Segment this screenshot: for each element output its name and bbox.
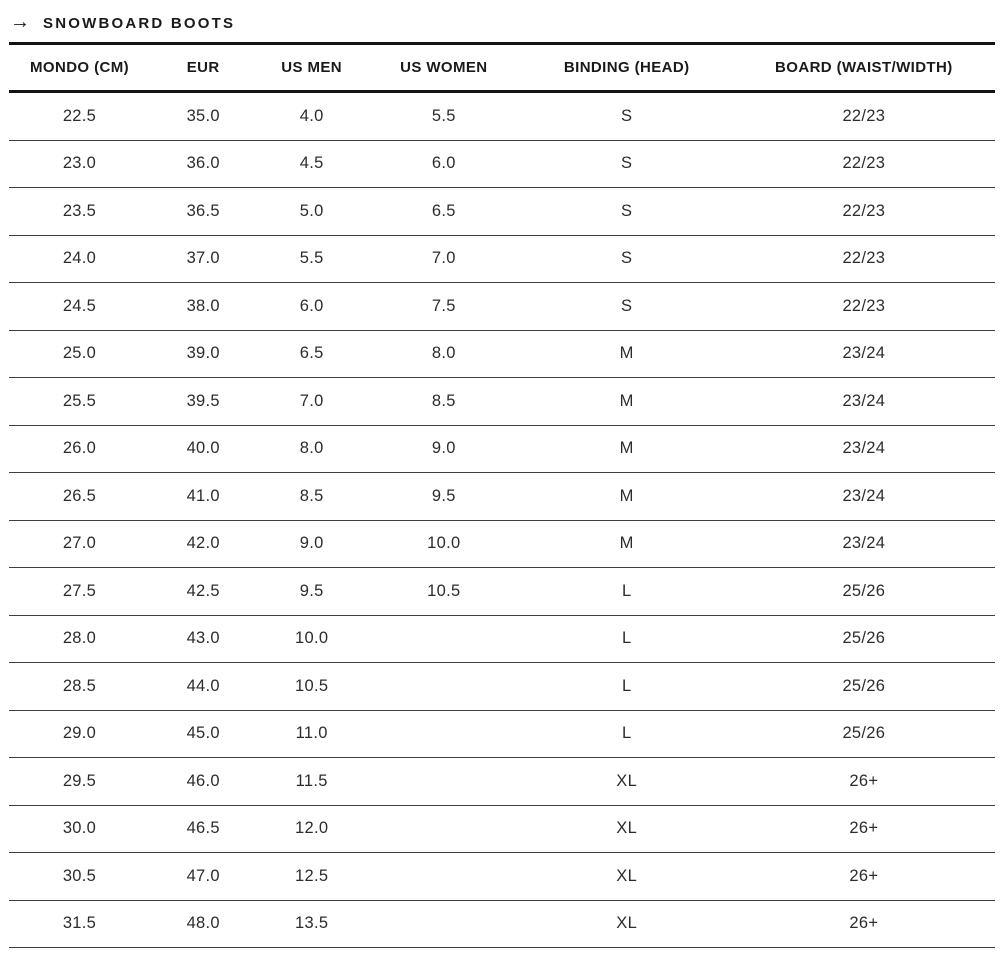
table-cell: 10.5 bbox=[367, 568, 521, 616]
table-row bbox=[9, 473, 995, 521]
column-header-us-women: US WOMEN bbox=[367, 44, 521, 92]
table-cell: 39.0 bbox=[150, 330, 256, 378]
table-cell: L bbox=[521, 615, 733, 663]
table-cell: 31.5 bbox=[9, 900, 150, 948]
table-cell: 48.0 bbox=[150, 900, 256, 948]
table-cell: 35.0 bbox=[150, 92, 256, 141]
table-cell: M bbox=[521, 473, 733, 521]
arrow-right-icon: → bbox=[10, 11, 30, 33]
table-cell bbox=[367, 710, 521, 758]
table-cell: 30.5 bbox=[9, 853, 150, 901]
table-cell: 42.5 bbox=[150, 568, 256, 616]
table-cell: 40.0 bbox=[150, 425, 256, 473]
table-cell bbox=[367, 853, 521, 901]
table-cell: 23/24 bbox=[733, 520, 995, 568]
table-cell: XL bbox=[521, 805, 733, 853]
table-cell: 38.0 bbox=[150, 283, 256, 331]
table-row bbox=[9, 283, 995, 331]
table-cell: 30.0 bbox=[9, 805, 150, 853]
table-cell: 46.0 bbox=[150, 758, 256, 806]
table-cell: 5.0 bbox=[256, 188, 366, 236]
size-table-body bbox=[9, 92, 995, 948]
table-cell: 28.5 bbox=[9, 663, 150, 711]
table-row bbox=[9, 758, 995, 806]
table-cell: 26+ bbox=[733, 805, 995, 853]
table-cell: 25.5 bbox=[9, 378, 150, 426]
table-row bbox=[9, 710, 995, 758]
table-cell: 29.0 bbox=[9, 710, 150, 758]
table-cell: 26.0 bbox=[9, 425, 150, 473]
table-row bbox=[9, 663, 995, 711]
table-cell: S bbox=[521, 283, 733, 331]
table-cell: 23/24 bbox=[733, 330, 995, 378]
table-cell: XL bbox=[521, 853, 733, 901]
table-cell: 23/24 bbox=[733, 378, 995, 426]
table-cell: L bbox=[521, 568, 733, 616]
table-cell: 8.5 bbox=[367, 378, 521, 426]
table-cell: 10.0 bbox=[367, 520, 521, 568]
table-cell: 45.0 bbox=[150, 710, 256, 758]
table-cell: 26+ bbox=[733, 758, 995, 806]
table-cell: 8.0 bbox=[256, 425, 366, 473]
table-row bbox=[9, 235, 995, 283]
table-cell: XL bbox=[521, 900, 733, 948]
table-cell: 6.0 bbox=[367, 140, 521, 188]
table-row bbox=[9, 615, 995, 663]
table-cell bbox=[367, 900, 521, 948]
table-cell bbox=[367, 805, 521, 853]
table-cell: 12.5 bbox=[256, 853, 366, 901]
table-cell: 24.5 bbox=[9, 283, 150, 331]
table-cell: 9.0 bbox=[367, 425, 521, 473]
table-cell: 5.5 bbox=[256, 235, 366, 283]
table-cell: 29.5 bbox=[9, 758, 150, 806]
table-cell bbox=[367, 758, 521, 806]
table-cell: 42.0 bbox=[150, 520, 256, 568]
table-cell: 5.5 bbox=[367, 92, 521, 141]
table-cell: 10.5 bbox=[256, 663, 366, 711]
table-cell: M bbox=[521, 425, 733, 473]
table-row bbox=[9, 568, 995, 616]
table-cell: 7.0 bbox=[256, 378, 366, 426]
table-cell: 26.5 bbox=[9, 473, 150, 521]
table-cell: 9.5 bbox=[367, 473, 521, 521]
table-cell: 26+ bbox=[733, 900, 995, 948]
table-cell: 44.0 bbox=[150, 663, 256, 711]
table-row bbox=[9, 805, 995, 853]
table-cell: 13.5 bbox=[256, 900, 366, 948]
table-cell: 11.0 bbox=[256, 710, 366, 758]
table-row bbox=[9, 92, 995, 141]
table-cell: 22.5 bbox=[9, 92, 150, 141]
table-row bbox=[9, 520, 995, 568]
table-cell: 23/24 bbox=[733, 425, 995, 473]
table-cell: S bbox=[521, 92, 733, 141]
table-cell: M bbox=[521, 520, 733, 568]
table-cell: S bbox=[521, 235, 733, 283]
table-cell: 37.0 bbox=[150, 235, 256, 283]
table-cell: 6.5 bbox=[367, 188, 521, 236]
table-cell: 4.5 bbox=[256, 140, 366, 188]
table-cell: 25/26 bbox=[733, 615, 995, 663]
table-cell: 47.0 bbox=[150, 853, 256, 901]
table-cell: M bbox=[521, 330, 733, 378]
table-row bbox=[9, 188, 995, 236]
table-cell: 27.5 bbox=[9, 568, 150, 616]
table-cell: L bbox=[521, 710, 733, 758]
table-cell: 25.0 bbox=[9, 330, 150, 378]
table-cell: 23.0 bbox=[9, 140, 150, 188]
table-row bbox=[9, 853, 995, 901]
table-cell: 23/24 bbox=[733, 473, 995, 521]
section-title bbox=[0, 0, 1000, 42]
table-cell: 6.0 bbox=[256, 283, 366, 331]
table-cell: 36.5 bbox=[150, 188, 256, 236]
table-cell: S bbox=[521, 140, 733, 188]
table-cell: 9.5 bbox=[256, 568, 366, 616]
table-cell bbox=[367, 663, 521, 711]
table-cell bbox=[367, 615, 521, 663]
table-cell: 41.0 bbox=[150, 473, 256, 521]
table-cell: 23.5 bbox=[9, 188, 150, 236]
size-table bbox=[9, 42, 995, 948]
table-cell: 26+ bbox=[733, 853, 995, 901]
table-cell: 25/26 bbox=[733, 710, 995, 758]
table-cell: 24.0 bbox=[9, 235, 150, 283]
table-cell: 4.0 bbox=[256, 92, 366, 141]
table-cell: 9.0 bbox=[256, 520, 366, 568]
table-cell: 22/23 bbox=[733, 235, 995, 283]
page-title: SNOWBOARD BOOTS bbox=[43, 14, 236, 32]
table-cell: 36.0 bbox=[150, 140, 256, 188]
size-table-header bbox=[9, 44, 995, 92]
table-cell: 25/26 bbox=[733, 568, 995, 616]
table-row bbox=[9, 425, 995, 473]
table-cell: 25/26 bbox=[733, 663, 995, 711]
table-cell: 27.0 bbox=[9, 520, 150, 568]
column-header-binding-head: BINDING (HEAD) bbox=[521, 44, 733, 92]
table-row bbox=[9, 378, 995, 426]
table-cell: 8.0 bbox=[367, 330, 521, 378]
table-row bbox=[9, 900, 995, 948]
table-cell: 39.5 bbox=[150, 378, 256, 426]
column-header-mondo-cm: MONDO (CM) bbox=[9, 44, 150, 92]
table-cell: 6.5 bbox=[256, 330, 366, 378]
table-row bbox=[9, 140, 995, 188]
table-cell: 43.0 bbox=[150, 615, 256, 663]
column-header-board-waist-width: BOARD (WAIST/WIDTH) bbox=[733, 44, 995, 92]
table-cell: 7.0 bbox=[367, 235, 521, 283]
table-cell: 22/23 bbox=[733, 92, 995, 141]
column-header-eur: EUR bbox=[150, 44, 256, 92]
table-cell: 22/23 bbox=[733, 140, 995, 188]
table-cell: M bbox=[521, 378, 733, 426]
table-cell: 28.0 bbox=[9, 615, 150, 663]
header-row bbox=[9, 44, 995, 92]
table-cell: 22/23 bbox=[733, 283, 995, 331]
column-header-us-men: US MEN bbox=[256, 44, 366, 92]
table-row bbox=[9, 330, 995, 378]
table-cell: S bbox=[521, 188, 733, 236]
table-cell: 11.5 bbox=[256, 758, 366, 806]
table-cell: 7.5 bbox=[367, 283, 521, 331]
table-cell: 10.0 bbox=[256, 615, 366, 663]
table-cell: 8.5 bbox=[256, 473, 366, 521]
table-cell: XL bbox=[521, 758, 733, 806]
table-cell: 22/23 bbox=[733, 188, 995, 236]
table-cell: 46.5 bbox=[150, 805, 256, 853]
table-cell: L bbox=[521, 663, 733, 711]
table-cell: 12.0 bbox=[256, 805, 366, 853]
